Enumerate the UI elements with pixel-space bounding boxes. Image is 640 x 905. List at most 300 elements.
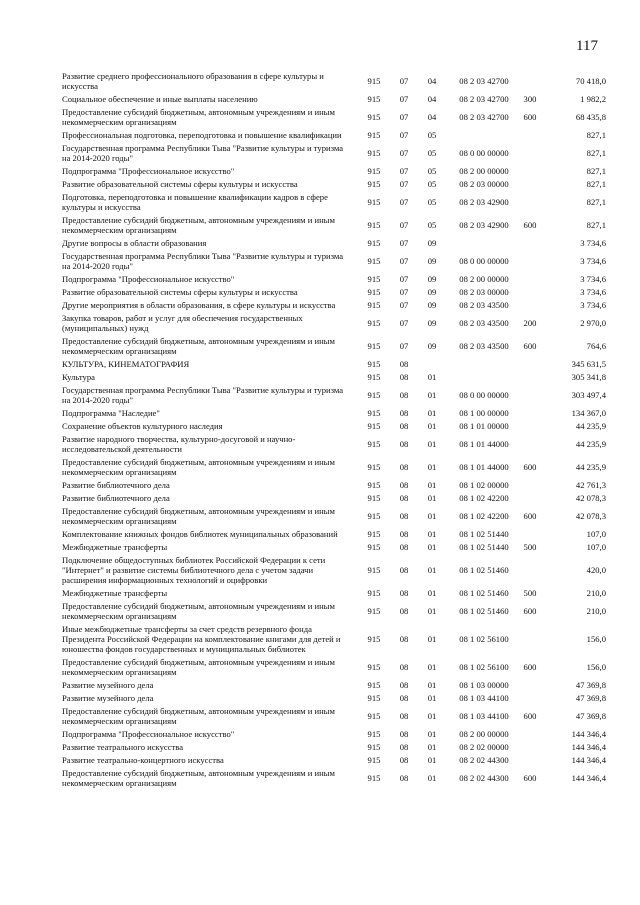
table-row [62,142,606,165]
target-article-code: 08 0 00 00000 [459,256,509,266]
subsection-code: 01 [427,755,437,765]
expense-type-code [518,191,542,214]
item-name: Подпрограмма "Наследие" [62,408,160,418]
section-code: 07 [399,256,409,266]
amount: 44 235,9 [575,462,606,472]
amount: 68 435,8 [575,112,606,122]
section-code: 08 [399,421,409,431]
table-row [62,479,606,492]
section-code: 07 [399,130,409,140]
target-article-code [450,358,518,371]
expense-type-code [518,70,542,93]
amount: 156,0 [586,634,606,644]
target-article-code: 08 1 01 00000 [459,421,509,431]
section-code: 08 [399,529,409,539]
amount: 42 078,3 [575,493,606,503]
table-row [62,129,606,142]
item-name: Развитие музейного дела [62,680,154,690]
target-article-code: 08 2 03 42700 [459,112,509,122]
grbs-code: 915 [367,238,381,248]
table-row [62,286,606,299]
section-code: 08 [399,372,409,382]
section-code: 08 [399,462,409,472]
expense-type-code: 600 [523,462,537,472]
target-article-code: 08 1 01 44000 [459,462,509,472]
item-name: Подготовка, переподготовка и повышение квалификации кадров в сфере культуры и искусства [62,192,328,212]
expense-type-code [518,420,542,433]
expense-type-code [518,679,542,692]
target-article-code: 08 2 03 43500 [459,341,509,351]
amount: 345 631,5 [571,359,606,369]
section-code: 08 [399,565,409,575]
expense-type-code: 600 [523,606,537,616]
expense-type-code [518,286,542,299]
subsection-code: 01 [427,680,437,690]
grbs-code: 915 [367,421,381,431]
expense-type-code: 600 [523,220,537,230]
section-code: 08 [399,408,409,418]
expense-type-code [518,178,542,191]
target-article-code [450,371,518,384]
expense-type-code [518,407,542,420]
grbs-code: 915 [367,94,381,104]
target-article-code: 08 1 03 44100 [459,693,509,703]
amount: 827,1 [586,220,606,230]
item-name: Государственная программа Республики Тыва "Развитие культуры и туризма на 2014-2020 годы" [62,385,344,405]
target-article-code: 08 2 00 00000 [459,166,509,176]
expense-type-code [518,479,542,492]
target-article-code: 08 1 03 00000 [459,680,509,690]
grbs-code: 915 [367,148,381,158]
table-row [62,273,606,286]
expense-type-code [518,273,542,286]
expense-type-code: 500 [523,542,537,552]
subsection-code: 01 [427,421,437,431]
grbs-code: 915 [367,755,381,765]
grbs-code: 915 [367,773,381,783]
section-code: 07 [399,76,409,86]
item-name: Предоставление субсидий бюджетным, автономным учреждениям и иным некоммерческим организациям [62,215,335,235]
item-name: Подпрограмма "Профессиональное искусство" [62,166,235,176]
table-row [62,587,606,600]
item-name: Развитие библиотечного дела [62,493,170,503]
page-number: 117 [576,38,598,54]
expense-type-code: 600 [523,662,537,672]
item-name: Культура [62,372,95,382]
subsection-code: 04 [427,94,437,104]
item-name: Подпрограмма "Профессиональное искусство" [62,729,235,739]
grbs-code: 915 [367,565,381,575]
subsection-code: 09 [427,318,437,328]
target-article-code: 08 1 02 42200 [459,511,509,521]
subsection-code: 09 [427,300,437,310]
item-name: Другие вопросы в области образования [62,238,207,248]
grbs-code: 915 [367,372,381,382]
grbs-code: 915 [367,274,381,284]
subsection-code: 01 [427,439,437,449]
section-code: 07 [399,238,409,248]
expense-type-code [518,142,542,165]
target-article-code: 08 1 00 00000 [459,408,509,418]
subsection-code: 01 [427,606,437,616]
table-row [62,541,606,554]
subsection-code: 05 [427,197,437,207]
section-code: 08 [399,711,409,721]
grbs-code: 915 [367,711,381,721]
grbs-code: 915 [367,606,381,616]
target-article-code: 08 1 02 51440 [459,529,509,539]
section-code: 08 [399,359,409,369]
grbs-code: 915 [367,318,381,328]
amount: 144 346,4 [571,755,606,765]
expense-type-code [518,299,542,312]
section-code: 08 [399,439,409,449]
grbs-code: 915 [367,462,381,472]
table-row [62,528,606,541]
amount: 1 982,2 [580,94,606,104]
item-name: Предоставление субсидий бюджетным, автономным учреждениям и иным некоммерческим организациям [62,657,335,677]
section-code: 08 [399,390,409,400]
subsection-code: 01 [427,529,437,539]
target-article-code: 08 1 02 00000 [459,480,509,490]
expense-type-code: 300 [523,94,537,104]
section-code: 08 [399,588,409,598]
table-row [62,433,606,456]
target-article-code: 08 1 02 56100 [459,662,509,672]
amount: 827,1 [586,130,606,140]
subsection-code: 01 [427,480,437,490]
amount: 210,0 [586,588,606,598]
item-name: Развитие театрального искусства [62,742,184,752]
amount: 3 734,6 [580,287,606,297]
table-row [62,165,606,178]
target-article-code: 08 1 02 51460 [459,588,509,598]
table-row [62,456,606,479]
target-article-code: 08 1 02 51460 [459,565,509,575]
table-row [62,679,606,692]
grbs-code: 915 [367,634,381,644]
target-article-code: 08 2 03 43500 [459,318,509,328]
subsection-code: 01 [427,462,437,472]
subsection-code: 09 [427,238,437,248]
expense-type-code [518,528,542,541]
table-row [62,178,606,191]
amount: 70 418,0 [575,76,606,86]
subsection-code: 01 [427,588,437,598]
item-name: Предоставление субсидий бюджетным, автономным учреждениям и иным некоммерческим организациям [62,506,335,526]
target-article-code: 08 2 03 00000 [459,179,509,189]
grbs-code: 915 [367,729,381,739]
table-row [62,214,606,237]
subsection-code: 01 [427,634,437,644]
table-row [62,250,606,273]
item-name: Профессиональная подготовка, переподготовка и повышение квалификации [62,130,342,140]
subsection-code: 09 [427,256,437,266]
target-article-code: 08 2 02 00000 [459,742,509,752]
subsection-code: 09 [427,274,437,284]
expense-type-code [518,741,542,754]
table-row [62,70,606,93]
table-row [62,371,606,384]
target-article-code: 08 1 01 44000 [459,439,509,449]
item-name: Предоставление субсидий бюджетным, автономным учреждениям и иным некоммерческим организациям [62,457,335,477]
section-code: 08 [399,493,409,503]
subsection-code: 01 [427,729,437,739]
item-name: Предоставление субсидий бюджетным, автономным учреждениям и иным некоммерческим организациям [62,336,335,356]
subsection-code: 01 [427,711,437,721]
grbs-code: 915 [367,480,381,490]
item-name: Государственная программа Республики Тыва "Развитие культуры и туризма на 2014-2020 годы" [62,143,344,163]
section-code: 07 [399,274,409,284]
table-row [62,407,606,420]
table-row [62,728,606,741]
expense-type-code [518,623,542,656]
amount: 420,0 [586,565,606,575]
table-row [62,237,606,250]
item-name: Развитие народного творчества, культурно-досуговой и научно-исследовательской деятельности [62,434,296,454]
section-code: 08 [399,693,409,703]
amount: 827,1 [586,148,606,158]
target-article-code: 08 1 02 42200 [459,493,509,503]
grbs-code: 915 [367,662,381,672]
grbs-code: 915 [367,511,381,521]
table-row [62,705,606,728]
expense-type-code [518,692,542,705]
item-name: Иные межбюджетные трансферты за счет средств резервного фонда Президента Российской Федерации на комплектование книгами для детей и юношества фондов государственных и муниципальных библиотек [62,624,341,654]
item-name: Предоставление субсидий бюджетным, автономным учреждениям и иным некоммерческим организациям [62,107,335,127]
item-name: Подключение общедоступных библиотек Российской Федерации к сети "Интернет" и развитие системы библиотечного дела с учетом задачи расширения информационных технологий и оцифровки [62,555,326,585]
grbs-code: 915 [367,220,381,230]
expense-type-code [518,129,542,142]
section-code: 07 [399,112,409,122]
amount: 144 346,4 [571,729,606,739]
section-code: 07 [399,220,409,230]
subsection-code: 09 [427,341,437,351]
target-article-code: 08 1 02 56100 [459,634,509,644]
table-row [62,384,606,407]
amount: 42 078,3 [575,511,606,521]
expense-type-code: 600 [523,711,537,721]
subsection-code: 01 [427,662,437,672]
section-code: 07 [399,341,409,351]
amount: 47 369,8 [575,711,606,721]
item-name: КУЛЬТУРА, КИНЕМАТОГРАФИЯ [62,359,190,369]
subsection-code: 05 [427,179,437,189]
grbs-code: 915 [367,359,381,369]
grbs-code: 915 [367,130,381,140]
subsection-code: 05 [427,148,437,158]
amount: 107,0 [586,542,606,552]
table-row [62,754,606,767]
expense-type-code [518,371,542,384]
item-name: Государственная программа Республики Тыва "Развитие культуры и туризма на 2014-2020 годы" [62,251,344,271]
subsection-code: 01 [427,742,437,752]
grbs-code: 915 [367,542,381,552]
section-code: 07 [399,179,409,189]
subsection-code: 01 [427,565,437,575]
subsection-code: 04 [427,112,437,122]
amount: 764,6 [586,341,606,351]
amount: 47 369,8 [575,693,606,703]
target-article-code [450,237,518,250]
subsection-code: 04 [427,76,437,86]
expense-type-code: 200 [523,318,537,328]
item-name: Закупка товаров, работ и услуг для обеспечения государственных (муниципальных) нужд [62,313,303,333]
subsection-code: 01 [427,773,437,783]
grbs-code: 915 [367,341,381,351]
expense-type-code [518,250,542,273]
grbs-code: 915 [367,287,381,297]
expense-type-code [518,358,542,371]
table-row [62,656,606,679]
table-row [62,492,606,505]
section-code: 08 [399,742,409,752]
item-name: Межбюджетные трансферты [62,542,168,552]
table-row [62,106,606,129]
subsection-code: 01 [427,511,437,521]
item-name: Предоставление субсидий бюджетным, автономным учреждениям и иным некоммерческим организациям [62,601,335,621]
amount: 3 734,6 [580,256,606,266]
amount: 3 734,6 [580,300,606,310]
table-row [62,505,606,528]
table-row [62,312,606,335]
amount: 303 497,4 [571,390,606,400]
target-article-code: 08 1 02 51460 [459,606,509,616]
table-row [62,741,606,754]
subsection-code: 05 [427,130,437,140]
grbs-code: 915 [367,693,381,703]
section-code: 08 [399,755,409,765]
subsection-code [414,358,450,371]
expense-type-code: 600 [523,341,537,351]
expense-type-code [518,433,542,456]
expense-type-code [518,754,542,767]
grbs-code: 915 [367,439,381,449]
grbs-code: 915 [367,493,381,503]
grbs-code: 915 [367,408,381,418]
target-article-code: 08 2 02 44300 [459,773,509,783]
section-code: 08 [399,542,409,552]
amount: 305 341,8 [571,372,606,382]
expense-type-code: 500 [523,588,537,598]
table-row [62,335,606,358]
amount: 44 235,9 [575,421,606,431]
item-name: Развитие образовательной системы сферы культуры и искусства [62,179,298,189]
item-name: Социальное обеспечение и иные выплаты населению [62,94,258,104]
target-article-code: 08 2 03 43500 [459,300,509,310]
subsection-code: 09 [427,287,437,297]
item-name: Межбюджетные трансферты [62,588,168,598]
expense-type-code: 600 [523,511,537,521]
table-row [62,692,606,705]
section-code: 08 [399,606,409,616]
item-name: Подпрограмма "Профессиональное искусство" [62,274,235,284]
amount: 44 235,9 [575,439,606,449]
amount: 144 346,4 [571,742,606,752]
amount: 3 734,6 [580,274,606,284]
grbs-code: 915 [367,529,381,539]
item-name: Развитие среднего профессионального образования в сфере культуры и искусства [62,71,324,91]
grbs-code: 915 [367,197,381,207]
section-code: 07 [399,166,409,176]
item-name: Предоставление субсидий бюджетным, автономным учреждениям и иным некоммерческим организациям [62,706,335,726]
grbs-code: 915 [367,588,381,598]
amount: 107,0 [586,529,606,539]
grbs-code: 915 [367,256,381,266]
table-row [62,600,606,623]
amount: 134 367,0 [571,408,606,418]
amount: 144 346,4 [571,773,606,783]
grbs-code: 915 [367,680,381,690]
amount: 156,0 [586,662,606,672]
expense-type-code [518,384,542,407]
target-article-code: 08 1 03 44100 [459,711,509,721]
item-name: Развитие библиотечного дела [62,480,170,490]
table-row [62,767,606,790]
target-article-code: 08 2 03 42900 [459,220,509,230]
target-article-code: 08 2 00 00000 [459,274,509,284]
table-row [62,93,606,106]
amount: 827,1 [586,179,606,189]
expense-type-code: 600 [523,112,537,122]
grbs-code: 915 [367,390,381,400]
table-row [62,191,606,214]
grbs-code: 915 [367,76,381,86]
grbs-code: 915 [367,112,381,122]
subsection-code: 01 [427,408,437,418]
section-code: 07 [399,318,409,328]
subsection-code: 01 [427,390,437,400]
section-code: 08 [399,773,409,783]
section-code: 08 [399,511,409,521]
expense-type-code [518,492,542,505]
amount: 3 734,6 [580,238,606,248]
expense-type-code [518,165,542,178]
item-name: Комплектование книжных фондов библиотек муниципальных образований [62,529,338,539]
item-name: Предоставление субсидий бюджетным, автономным учреждениям и иным некоммерческим организациям [62,768,335,788]
expense-type-code [518,237,542,250]
subsection-code: 01 [427,693,437,703]
table-row [62,623,606,656]
amount: 210,0 [586,606,606,616]
section-code: 07 [399,94,409,104]
subsection-code: 05 [427,220,437,230]
amount: 2 970,0 [580,318,606,328]
expense-type-code [518,728,542,741]
section-code: 07 [399,197,409,207]
grbs-code: 915 [367,166,381,176]
target-article-code: 08 2 03 42900 [459,197,509,207]
table-row [62,554,606,587]
section-code: 08 [399,634,409,644]
target-article-code: 08 2 02 44300 [459,755,509,765]
subsection-code: 01 [427,542,437,552]
target-article-code: 08 2 03 42700 [459,94,509,104]
amount: 47 369,8 [575,680,606,690]
item-name: Развитие образовательной системы сферы культуры и искусства [62,287,298,297]
section-code: 08 [399,662,409,672]
target-article-code: 08 0 00 00000 [459,390,509,400]
target-article-code [450,129,518,142]
target-article-code: 08 1 02 51440 [459,542,509,552]
budget-table [62,70,606,790]
section-code: 08 [399,729,409,739]
item-name: Другие мероприятия в области образования, в сфере культуры и искусства [62,300,336,310]
amount: 42 761,3 [575,480,606,490]
item-name: Развитие музейного дела [62,693,154,703]
grbs-code: 915 [367,179,381,189]
expense-type-code: 600 [523,773,537,783]
